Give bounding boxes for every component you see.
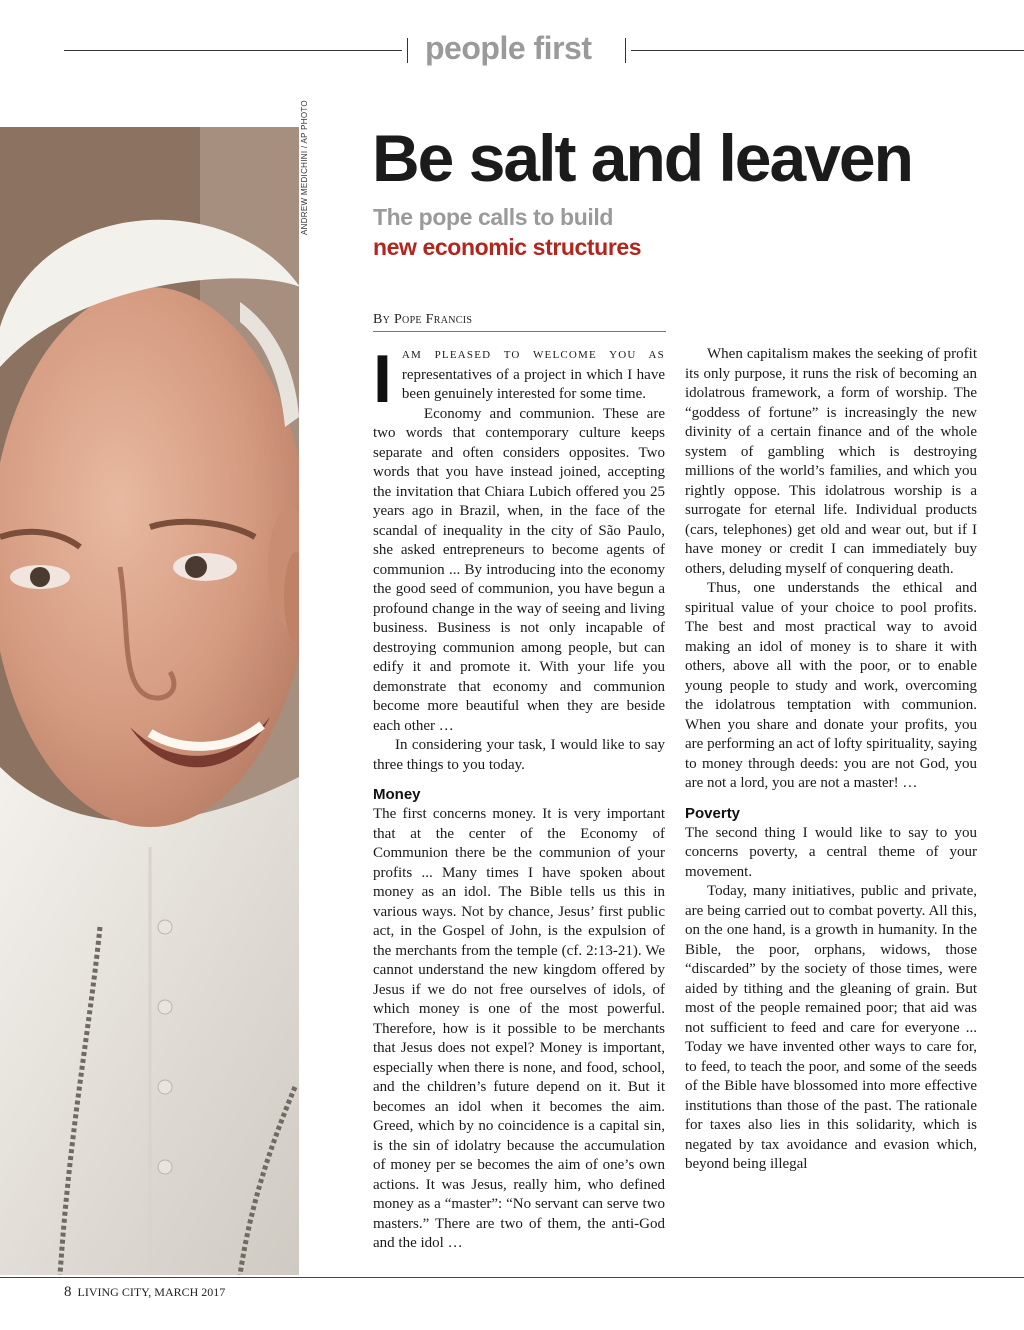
opening-paragraph-text: representatives of a project in which I have been genuinely interested for some time. (401, 366, 665, 402)
dek-line-2: new economic structures (373, 234, 642, 260)
article-column-2 (685, 345, 977, 1275)
photo-credit: ANDREW MEDICHINI / AP PHOTO (300, 100, 309, 235)
header-rule-right (631, 50, 1024, 51)
section-label: people first (425, 30, 592, 66)
paragraph: Today, many initiatives, public and private, are being carried out to combat poverty. All this, on the one hand, is a growth in humanity. In the Bible, the poor, orphans, widows, those “discarded” by the society of those times, were aided by tithing and the gleaning of grain. But most of the people remained poor; that aid was not sufficient to feed and care for everyone ... Today we have invented other ways to care for, to feed, to teach the poor, and some of the seeds of the Bible have blossomed into more effective institutions than those of the past. The rationale for taxes also lies in this solidarity, which is negated by tax avoidance and evasion which, beyond being illegal (685, 883, 977, 1172)
dek-line-1: The pope calls to build (373, 204, 613, 230)
drop-cap: I (373, 345, 392, 417)
paragraph: Economy and communion. These are two words that contemporary culture keeps separate and often considers opposites. Two words that you have instead joined, accepting the invitation that Chiara Lubich offered you 25 years ago in Brazil, when, in the face of the scandal of inequality in the city of São Paulo, she asked entrepreneurs to become agents of communion ... By introducing into the economy the good seed of communion, you have begun a profound change in the way of seeing and living business. Business is not only incapable of destroying communion among people, but can edify it and promote it. With your life you demonstrate that economy and communion become more beautiful when they are beside each other … (373, 405, 665, 734)
paragraph: The second thing I would like to say to you concerns poverty, a central theme of your movement. (685, 824, 977, 880)
publication-info: LIVING CITY, MARCH 2017 (77, 1285, 226, 1299)
paragraph: When capitalism makes the seeking of profit its only purpose, it runs the risk of becoming an idolatrous framework, a form of worship. The “goddess of fortune” is increasingly the new divinity of a certain finance and of the whole system of gambling which is destroying millions of the world’s families, and which you rightly oppose. This idolatrous worship is a surrogate for eternal life. Individual products (cars, telephones) get old and wear out, but if I have money or credit I can immediately buy others, deluding myself of conquering death. (685, 346, 977, 577)
portrait-illustration (0, 127, 299, 1275)
lead-in-caps: AM PLEASED TO WELCOME YOU AS (401, 349, 665, 361)
paragraph: Thus, one understands the ethical and spiritual value of your choice to pool profits. The best and most practical way to avoid making an idol of money is to share it with others, above all with the poor, or to enable young people to study and work, overcoming the idolatrous temptation with communion. When you share and donate your profits, you are performing an act of lofty spirituality, saying to money through deeds: you are not God, you are not a lord, you are not a master! … (685, 580, 977, 791)
subhead-poverty: Poverty (685, 804, 741, 822)
paragraph: The first concerns money. It is very important that at the center of the Economy of Communion there be the communion of your profits ... Many times I have spoken about money as an idol. The Bible tells us this in various ways. Not by chance, Jesus’ first public act, in the Gospel of John, is the expulsion of the merchants from the temple (cf. 2:13-21). We cannot understand the new kingdom offered by Jesus if we do not free ourselves of idols, of which money is one of the most powerful. Therefore, how is it possible to be merchants that Jesus does not expel? Money is important, especially when there is none, and food, school, and the children’s future depend on it. But it becomes an idol when it becomes the aim. Greed, which by no coincidence is a capital sin, is the sin of idolatry because the accumulation of money per se becomes the aim of one’s own actions. It was Jesus, really him, who defined money as a “master”: “No servant can serve two masters.” There are two of them, the anti-God and the idol … (373, 806, 665, 1251)
page-number: 8 (64, 1284, 72, 1300)
byline: By Pope Francis (373, 312, 473, 327)
subhead-money: Money (373, 786, 421, 803)
article-column-1 (373, 345, 665, 1275)
footer-rule (0, 1277, 1024, 1278)
page-footer (64, 1284, 225, 1301)
headline: Be salt and leaven (372, 121, 912, 195)
pope-portrait-photo (0, 127, 299, 1275)
header-rule-tick-right (625, 38, 626, 63)
opening-paragraph (373, 345, 665, 417)
header-rule-tick-left (407, 38, 408, 63)
byline-rule (373, 331, 666, 332)
header-rule-left (64, 50, 402, 51)
paragraph: In considering your task, I would like to say three things to you today. (373, 737, 665, 773)
